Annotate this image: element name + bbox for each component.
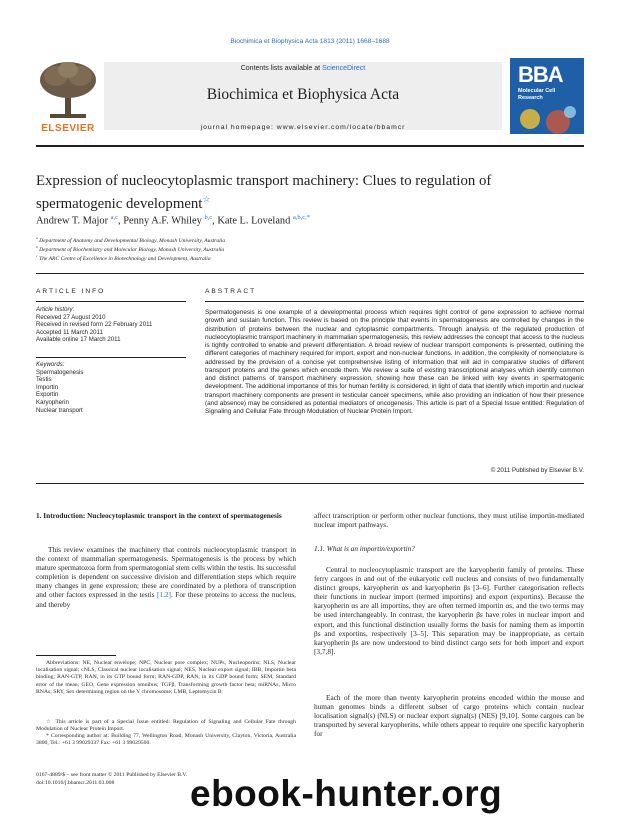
issn-line: 0167-4889/$ – see front matter © 2011 Published by Elsevier B.V. xyxy=(36,772,188,778)
history-item: Available online 17 March 2011 xyxy=(36,336,121,344)
keyword: Testis xyxy=(36,376,52,384)
cover-title: BBA xyxy=(518,62,563,87)
header-rule xyxy=(36,145,584,147)
abstract-heading: ABSTRACT xyxy=(205,288,257,295)
doi-link[interactable]: doi:10.1016/j.bbamcr.2011.03.008 xyxy=(36,780,115,786)
author-affil-marks[interactable]: a,c xyxy=(110,214,118,221)
keywords xyxy=(36,361,186,414)
journal-homepage xyxy=(104,124,502,131)
footnote-text: Corresponding author at: Building 77, Wellington Road, Monash University, Clayton, Victoria, Australia 3800, Tel.: +61 3 99029337 Fax: +61 3 99029500. xyxy=(36,733,296,747)
keyword: Spermatogenesis xyxy=(36,368,84,376)
author-affil-marks[interactable]: a,b,c,* xyxy=(292,214,310,221)
affiliation-mark: b xyxy=(36,245,38,249)
article-info-heading: ARTICLE INFO xyxy=(36,288,106,295)
footnote-mark: ☆ xyxy=(46,719,53,725)
keyword: Karyopherin xyxy=(36,398,69,406)
reference-link[interactable]: [1,2] xyxy=(156,590,171,600)
abstract-text: Spermatogenesis is one example of a developmental process which requires tight control of gene expression to achieve normal growth and sustain function. This review is based on the principle that events in spermatogenesis are controlled by changes in the distribution of proteins between the nuclear and cytoplasmic compartments. Through analysis of the regulated production of nucleocytoplasmic transport machinery in mammalian spermatogenesis, this review addresses the concept that access to the nucleus is tightly controlled to enable and prevent differentiation. A broad review of nuclear transport components is presented, outlining the different categories of machinery required for import, export and non-nuclear functions. In addition, the complexity of nomenclature is addressed by the provision of a concise yet comprehensive listing of information that will aid in comparative studies of different transport proteins and the genes which encode them. We review a suite of existing transcriptional analyses which identify common and distinct patterns of transport machinery expression, showing how these can be linked with key events in spermatogenic development. The additional importance of this for human fertility is considered, in light of data that identify which importin and nuclear transport machinery components are present in testicular cancer specimens, while also providing an indication of how their presence (and absence) may be considered as potential mediators of oncogenesis. This article is part of a Special Issue entitled: Regulation of Signaling and Cellular Fate through Modulation of Nuclear Protein Import. xyxy=(205,309,584,415)
history-item: Received in revised form 22 February 2011 xyxy=(36,321,153,329)
corresponding-footnote: * Corresponding author at: Building 77, Wellington Road, Monash University, Clayton, Victoria, Australia 3800, Tel.: +61 3 99029337 Fax: +61 3 99029500. xyxy=(36,733,296,747)
abstract-copyright: © 2011 Published by Elsevier B.V. xyxy=(490,467,584,474)
subsection-heading: 1.1. What is an importin/exportin? xyxy=(314,544,415,553)
affiliation-mark: c xyxy=(36,254,38,258)
affiliation xyxy=(36,254,584,262)
divider xyxy=(36,301,186,302)
history-label: Article history: xyxy=(36,306,75,313)
journal-citation[interactable]: Biochimica et Biophysica Acta 1813 (2011) 1668–1688 xyxy=(230,38,390,45)
cover-subtitle: Molecular Cell Research xyxy=(518,88,556,101)
cover-art xyxy=(510,104,584,134)
body-paragraph: Central to nucleocytoplasmic transport are the karyopherin family of proteins. These ferry cargoes in and out of the eukaryotic cell nucleus and consists of two fundamentally distinct groups, karyopherin αs and karyopherin βs [3–6]. Further categorisation reflects their functions in nuclear import (termed importins) and export (exportins). Because the karyopherin αs are all importins, they are often termed importin αs, and the two terms may be used interchangeably. In contrast, the karyopherin βs have roles in nuclear import and export, and this functional distinction usually forms the basis for naming them as importin βs and exportins, respectively [3–5]. This separation may be inappropriate, as certain karyopherin βs are now understood to bind distinct cargo sets for both import and export [3,7,8]. xyxy=(314,565,584,656)
author-name: Andrew T. Major xyxy=(36,215,109,227)
divider xyxy=(36,483,584,484)
affiliation xyxy=(36,245,584,253)
article-history xyxy=(36,306,186,344)
title-footnote-mark[interactable]: ☆ xyxy=(202,194,211,204)
affiliation-mark: a xyxy=(36,236,38,240)
history-item: Received 27 August 2010 xyxy=(36,313,106,321)
author-name: Kate L. Loveland xyxy=(217,215,291,227)
article-title xyxy=(36,172,556,213)
body-paragraph: Each of the more than twenty karyopherin proteins encoded within the mouse and human genomes binds a different subset of cargo proteins which contain nuclear localisation signal(s) (NLS) or nuclear export signal(s) (NES) [9,10]. Some cargoes can be transported by several karyopherins, while others appear to require one specific karyopherin for xyxy=(314,693,584,739)
paragraph-text: . For these proteins to access the nucleus, and thereby xyxy=(36,590,296,609)
contents-prefix: Contents lists available at xyxy=(240,65,323,72)
body-paragraph: affect transcription or perform other nuclear functions, they must utilise importin-mediated nuclear import pathways. xyxy=(314,511,584,530)
affiliation-text: Department of Anatomy and Developmental Biology, Monash University, Australia xyxy=(39,237,226,244)
homepage-prefix: journal homepage: xyxy=(200,124,277,131)
contents-line xyxy=(104,65,502,72)
divider xyxy=(205,301,584,302)
keyword: Nuclear transport xyxy=(36,406,83,414)
special-issue-footnote xyxy=(36,719,296,733)
author-name: Penny A.F. Whiley xyxy=(123,215,202,227)
publisher-name: ELSEVIER xyxy=(41,123,95,134)
history-item: Accepted 11 March 2011 xyxy=(36,328,103,336)
journal-cover-image xyxy=(510,58,584,134)
article-title-text: Expression of nucleocytoplasmic transport machinery: Clues to regulation of spermatogenic development xyxy=(36,173,492,212)
keywords-label: Keywords: xyxy=(36,361,65,368)
author-affil-marks[interactable]: b,c xyxy=(204,214,213,221)
sciencedirect-link[interactable]: ScienceDirect xyxy=(322,65,366,72)
affiliation xyxy=(36,236,584,244)
keyword: Importin xyxy=(36,383,59,391)
watermark: ebook-hunter.org xyxy=(190,773,503,814)
divider xyxy=(36,273,584,274)
abbreviations-footnote: Abbreviations: NE, Nuclear envelope; NPC, Nuclear pore complex; NUPs, Nucleoporins; NLS, Nuclear localisation signal; cNLS, Classical nuclear localisation signal; NES, Nuclear export signal; IBB, Importin beta binding; RAN-GTP, RAN, in its GTP bound form; RAN-GDP, RAN, in its GDP bound form; SEM, Standard error of the mean; GEO, Gene expression omnibus; TGFβ, Transforming growth factor beta; miRNAs, Micro RNAs; SRY, Sex determining region on the Y chromosome; LMB, Leptomycin B xyxy=(36,660,296,695)
affiliation-text: The ARC Centre of Excellence in Biotechnology and Development, Australia xyxy=(38,255,211,262)
journal-title: Biochimica et Biophysica Acta xyxy=(206,86,400,103)
keyword: Exportin xyxy=(36,391,59,399)
body-paragraph xyxy=(36,545,296,609)
section-heading: 1. Introduction: Nucleocytoplasmic transport in the context of spermatogenesis xyxy=(36,511,282,520)
footnote-text: This article is part of a Special Issue entitled: Regulation of Signaling and Cellular Fate through Modulation of Nuclear Protein Import. xyxy=(36,719,296,733)
paragraph-text: This review examines the machinery that controls nucleocytoplasmic transport in the context of mammalian spermatogenesis. Spermatogenesis is the process by which mature spermatozoa form from spermatogonial stem cells within the testis. Its successful completion is dependent on successive division and differentiation steps which require many changes in gene expression; these are coordinated by a plethora of transcription and other factors expressed in the testis xyxy=(36,545,296,600)
author-list: Andrew T. Major $^{a,c}$, Penny A.F. Whiley $^{b,c}$, Kate L. Loveland $^{a,b,c,*}$ xyxy=(36,214,310,227)
affiliation-text: Department of Biochemistry and Molecular Biology, Monash University, Australia xyxy=(39,246,225,253)
homepage-link[interactable]: www.elsevier.com/locate/bbamcr xyxy=(276,124,406,131)
footnote-rule xyxy=(36,655,116,656)
